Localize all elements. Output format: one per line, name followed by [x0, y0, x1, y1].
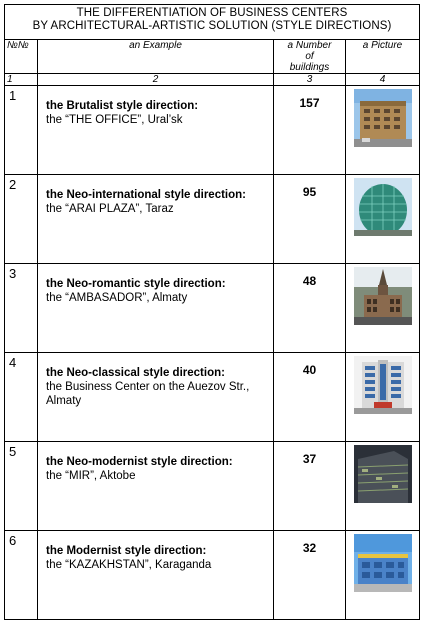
- building-name: the “MIR”, Aktobe: [46, 470, 136, 482]
- table-row: [5, 86, 420, 175]
- building-count: 157: [274, 86, 346, 175]
- table-row: [5, 442, 420, 531]
- header-count-line2: of: [305, 51, 314, 62]
- style-direction: the Brutalist style direction:: [46, 100, 199, 112]
- index-cell-1: 1: [5, 74, 38, 86]
- header-count-line3: buildings: [289, 62, 330, 73]
- picture-cell: [346, 531, 420, 620]
- photo-night-building: [354, 445, 412, 503]
- index-cell-4: 4: [346, 74, 420, 86]
- building-name: the “THE OFFICE”, Ural’sk: [46, 114, 183, 126]
- header-picture: a Picture: [346, 40, 420, 74]
- building-name: the “AMBASADOR”, Almaty: [46, 292, 188, 304]
- table-title-line2: BY ARCHITECTURAL-ARTISTIC SOLUTION (STYLE DIRECTIONS): [32, 20, 392, 32]
- table-title: [5, 5, 420, 40]
- photo-classical-building: [354, 356, 412, 414]
- header-count: [274, 40, 346, 74]
- building-name: the “KAZAKHSTAN”, Karaganda: [46, 559, 212, 571]
- picture-cell: [346, 442, 420, 531]
- style-direction: the Neo-modernist style direction:: [46, 456, 233, 468]
- picture-cell: [346, 353, 420, 442]
- style-direction: the Neo-international style direction:: [46, 189, 246, 201]
- table-row: [5, 175, 420, 264]
- row-number: 1: [5, 86, 38, 175]
- row-number: 3: [5, 264, 38, 353]
- picture-cell: [346, 86, 420, 175]
- row-example: [38, 442, 274, 531]
- building-count: 48: [274, 264, 346, 353]
- style-direction: the Neo-romantic style direction:: [46, 278, 226, 290]
- style-direction: the Modernist style direction:: [46, 545, 207, 557]
- row-example: [38, 175, 274, 264]
- picture-cell: [346, 175, 420, 264]
- building-count: 32: [274, 531, 346, 620]
- header-num: №№: [5, 40, 38, 74]
- picture-cell: [346, 264, 420, 353]
- photo-brutalist-building: [354, 89, 412, 147]
- row-example: [38, 264, 274, 353]
- table-row: [5, 353, 420, 442]
- header-example: an Example: [38, 40, 274, 74]
- photo-modernist-building: [354, 534, 412, 592]
- building-name: the Business Center on the Auezov Str., Almaty: [46, 381, 250, 407]
- building-count: 95: [274, 175, 346, 264]
- row-example: [38, 353, 274, 442]
- row-number: 5: [5, 442, 38, 531]
- index-cell-2: 2: [38, 74, 274, 86]
- header-count-line1: a Number: [287, 40, 332, 51]
- table-row: [5, 531, 420, 620]
- styles-table: [4, 4, 420, 620]
- photo-glass-tower: [354, 178, 412, 236]
- row-number: 4: [5, 353, 38, 442]
- index-cell-3: 3: [274, 74, 346, 86]
- building-count: 37: [274, 442, 346, 531]
- photo-spire-building: [354, 267, 412, 325]
- row-example: [38, 86, 274, 175]
- table-row: [5, 264, 420, 353]
- table-title-line1: THE DIFFERENTIATION OF BUSINESS CENTERS: [76, 7, 348, 19]
- row-number: 2: [5, 175, 38, 264]
- row-example: [38, 531, 274, 620]
- style-direction: the Neo-classical style direction:: [46, 367, 225, 379]
- index-row: [5, 74, 420, 86]
- row-number: 6: [5, 531, 38, 620]
- building-count: 40: [274, 353, 346, 442]
- building-name: the “ARAI PLAZA”, Taraz: [46, 203, 174, 215]
- header-row: [5, 40, 420, 74]
